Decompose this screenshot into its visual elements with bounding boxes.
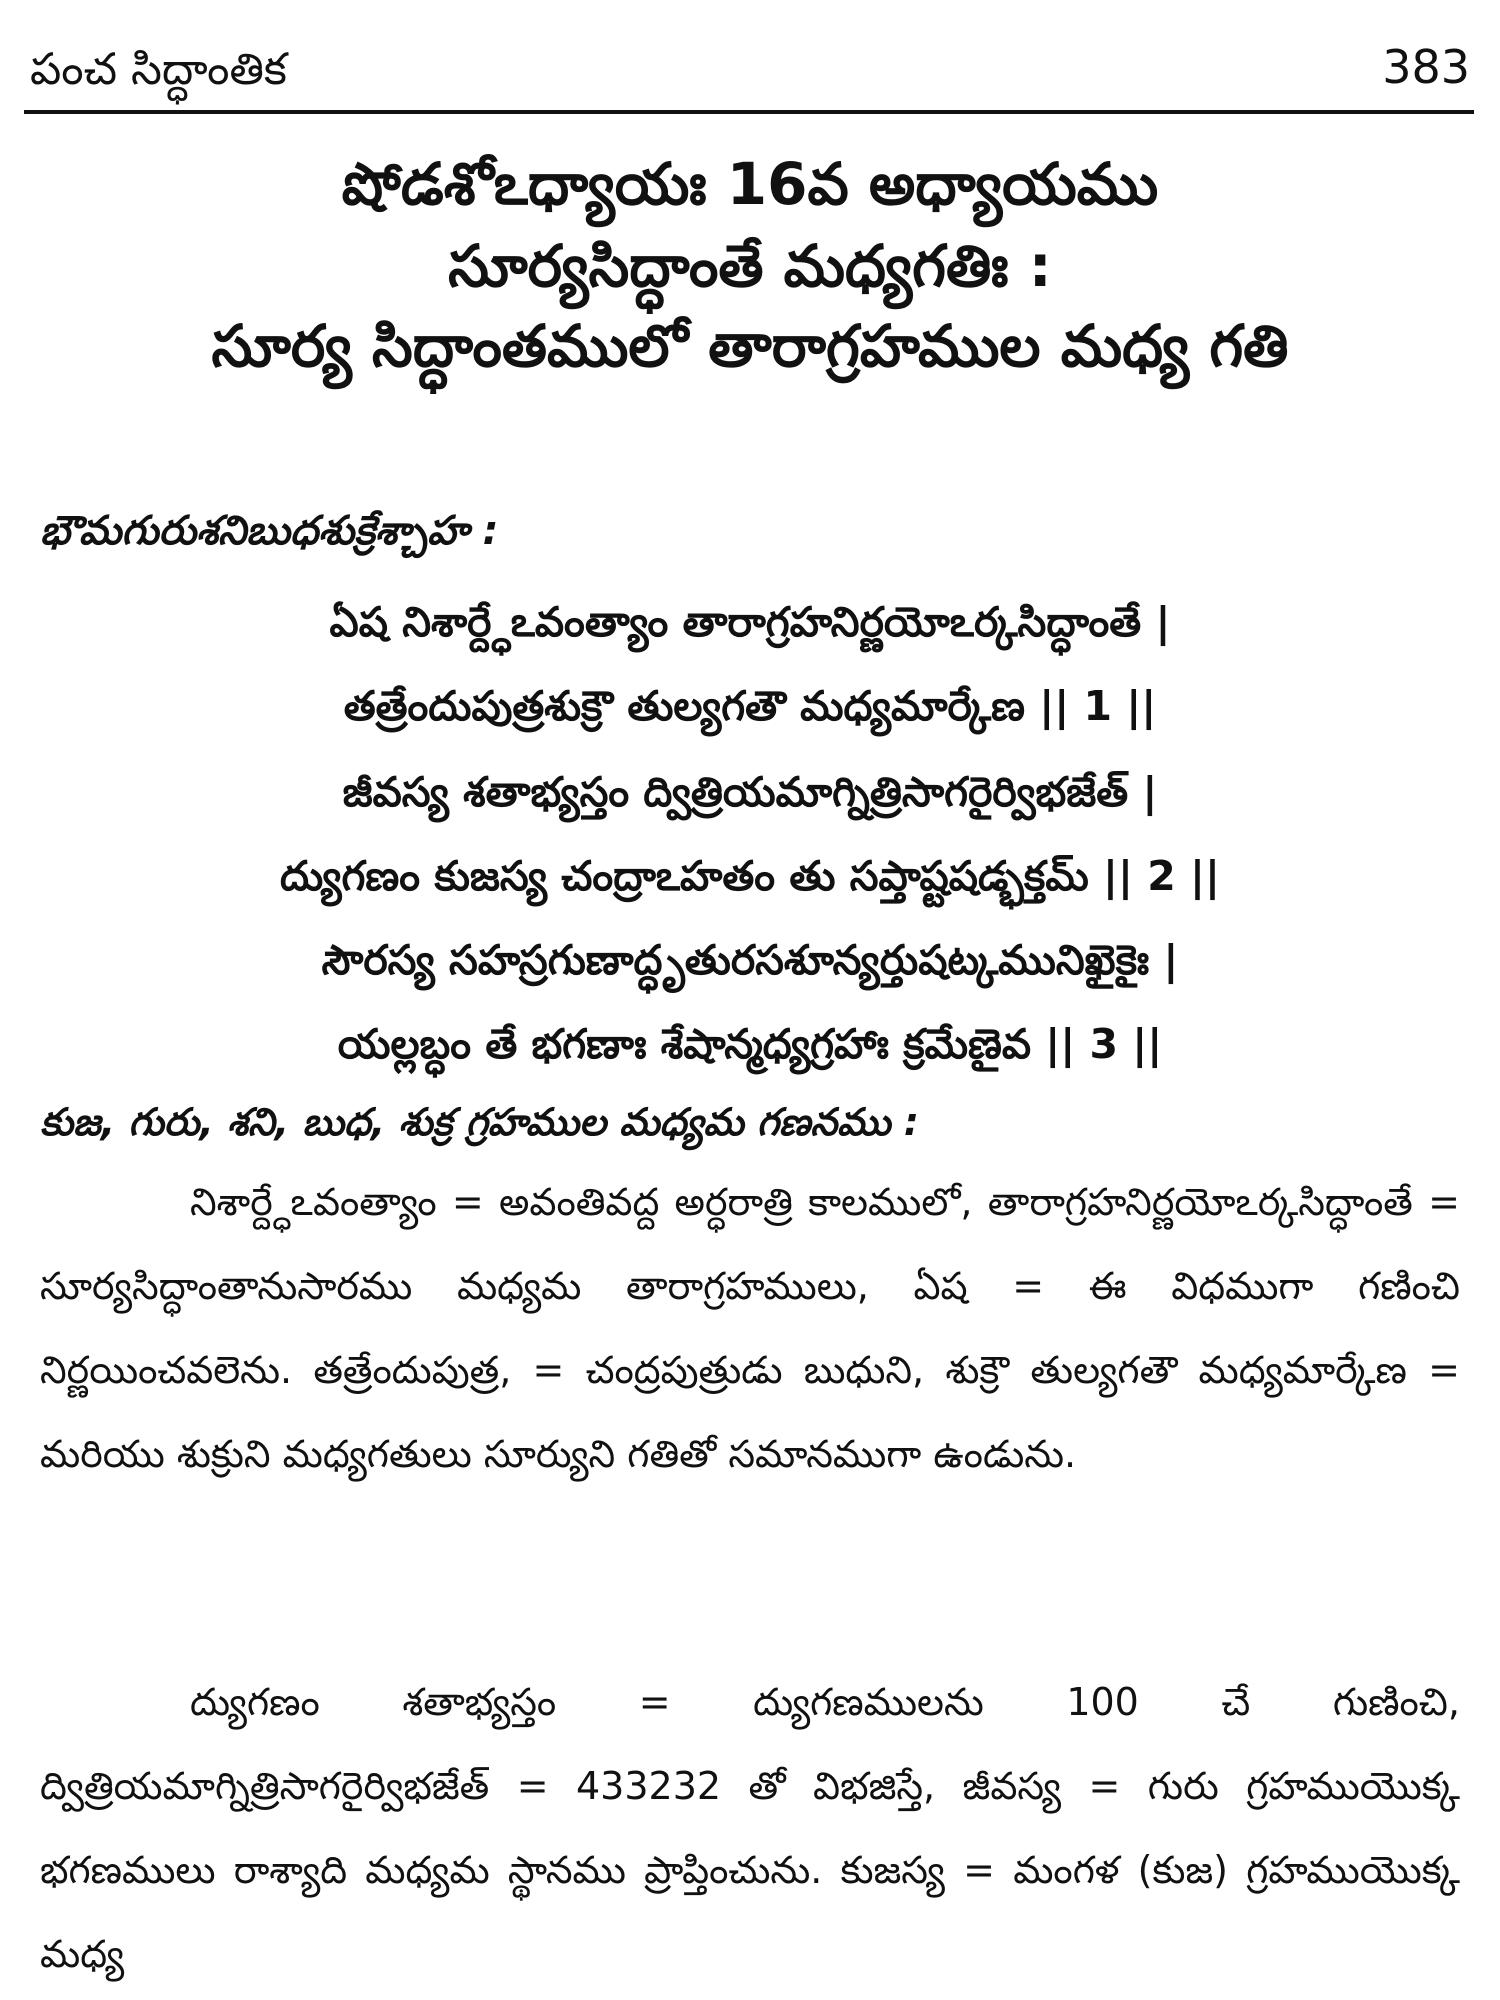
commentary-paragraph-2 [40, 1660, 1460, 1996]
verse-line: ద్యుగణం కుజస్య చంద్రాఽహతం తు సప్తాష్టషడ్భక్తమ్ || 2 || [280, 852, 1220, 900]
chapter-heading-line-2: సూర్యసిద్ధాంతే మధ్యగతిః : [448, 232, 1052, 300]
chapter-heading-line-1: షోడశోఽధ్యాయః 16వ అధ్యాయము [341, 150, 1159, 218]
paragraph-text: ద్యుగణం శతాభ్యస్తం = ద్యుగణములను 100 చే గుణించి, ద్విత్రియమాగ్నిత్రిసాగరైర్విభజేత్ = 433232 తో విభజిస్తే, జీవస్య = గురు గ్రహముయొక్క భగణములు రాశ్యాది మధ్యమ స్థానము ప్రాప్తించును. కుజస్య = మంగళ (కుజ) గ్రహముయొక్క మధ్య [40, 1680, 1460, 1976]
paragraph-text: నిశార్ద్ధేఽవంత్యాం = అవంతివద్ద అర్ధరాత్రి కాలములో, తారాగ్రహనిర్ణయోఽర్కసిద్ధాంతే = సూర్యసిద్ధాంతానుసారము మధ్యమ తారాగ్రహములు, ఏష = ఈ విధముగా గణించి నిర్ణయించవలెను. తత్రేందుపుత్ర, = చంద్రపుత్రుడు బుధుని, శుక్రౌ తుల్యగతౌ మధ్యమార్కేణ = మరియు శుక్రుని మధ్యగతులు సూర్యుని గతితో సమానముగా ఉండును. [40, 1180, 1460, 1476]
verse-line: తత్రేందుపుత్రశుక్రౌ తుల్యగతౌ మధ్యమార్కేణ || 1 || [343, 682, 1157, 730]
verse-line: యల్లబ్ధం తే భగణాః శేషాన్మధ్యగ్రహాః క్రమేణైవ || 3 || [337, 1020, 1163, 1068]
verse-line: జీవస్య శతాభ్యస్తం ద్విత్రియమాగ్నిత్రిసాగరైర్విభజేత్ | [342, 768, 1158, 816]
verse-line: సౌరస్య సహస్రగుణాద్ధృతురసశూన్యర్తుషట్కమునిఖైకైః | [321, 936, 1179, 984]
verse-line: ఏష నిశార్ద్ధేఽవంత్యాం తారాగ్రహనిర్ణయోఽర్కసిద్ధాంతే | [329, 598, 1171, 646]
commentary-paragraph-1 [40, 1160, 1460, 1496]
section-subheading: కుజ, గురు, శని, బుధ, శుక్ర గ్రహముల మధ్యమ గణనము : [40, 1100, 919, 1144]
running-title: పంచ సిద్ధాంతిక [30, 44, 287, 95]
page-number: 383 [1382, 40, 1470, 94]
chapter-heading-line-3: సూర్య సిద్ధాంతములో తారాగ్రహముల మధ్య గతి [211, 312, 1289, 380]
verse-intro: భౌమగురుశనిబుధశుక్రేశ్చాహ : [40, 508, 499, 554]
header-rule [24, 110, 1474, 114]
running-header [30, 40, 1470, 100]
